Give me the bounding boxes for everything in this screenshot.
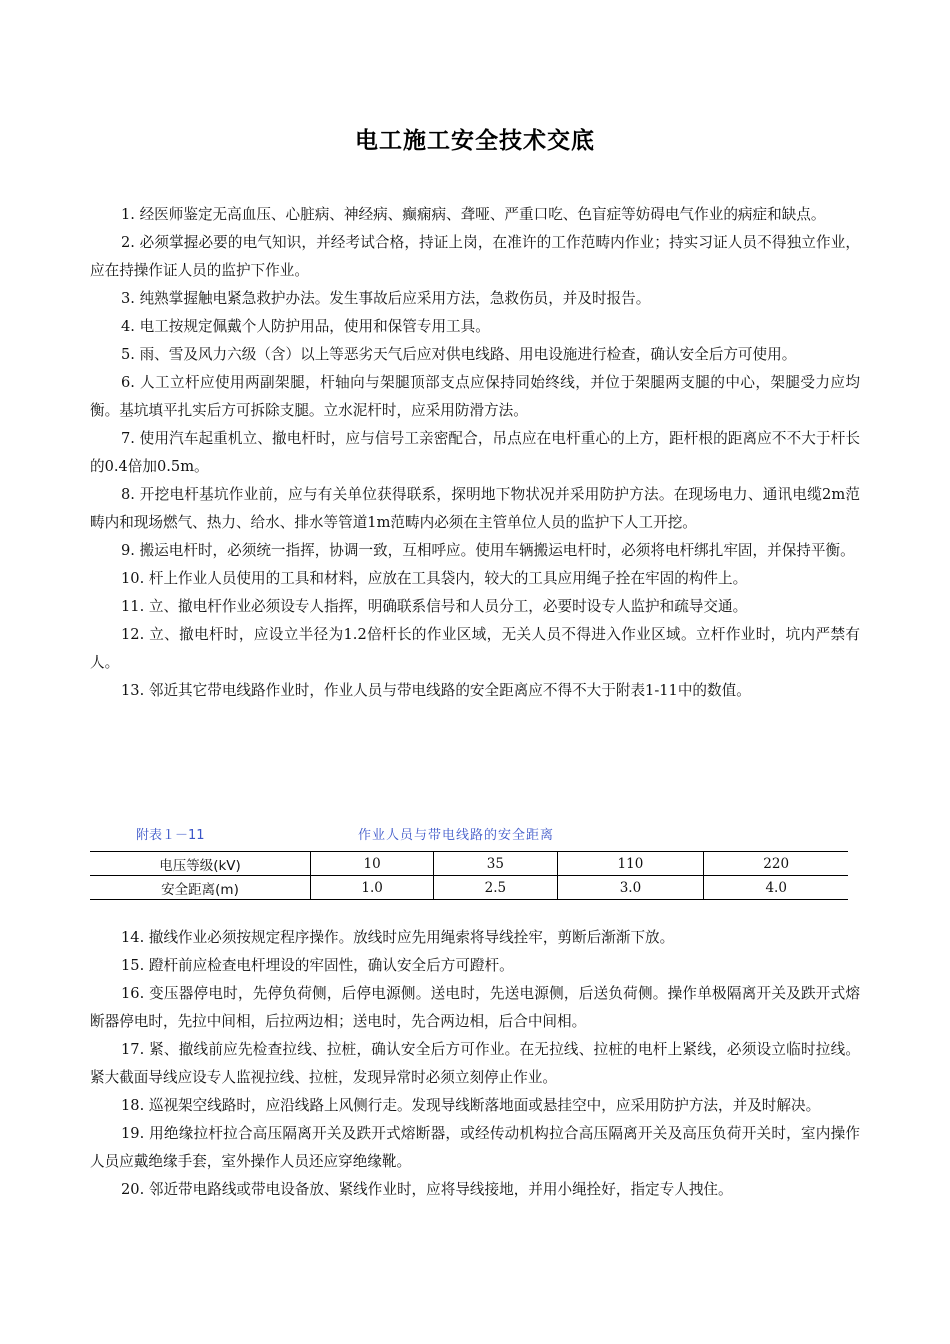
list-item: 6. 人工立杆应使用两副架腿，杆轴向与架腿顶部支点应保持同始终线，并位于架腿两支腿的中心，架腿受力应均衡。基坑填平扎实后方可拆除支腿。立水泥杆时，应采用防滑方法。 — [90, 374, 860, 419]
table-cell: 110 — [557, 852, 704, 876]
page-title: 电工施工安全技术交底 — [355, 128, 595, 154]
table-cell: 2.5 — [434, 876, 557, 900]
list-item: 10. 杆上作业人员使用的工具和材料，应放在工具袋内，较大的工具应用绳子拴在牢固的构件上。 — [121, 570, 748, 587]
row-label: 安全距离(m) — [90, 876, 311, 900]
table-cell: 4.0 — [704, 876, 848, 900]
list-item: 9. 搬运电杆时，必须统一指挥，协调一致，互相呼应。使用车辆搬运电杆时，必须将电杆绑扎牢固，并保持平衡。 — [121, 542, 855, 559]
table-row — [90, 852, 848, 876]
item-list-part2 — [90, 924, 860, 1204]
list-item: 18. 巡视架空线路时，应沿线路上风侧行走。发现导线断落地面或悬挂空中，应采用防护方法，并及时解决。 — [121, 1097, 821, 1114]
table-cell: 35 — [434, 852, 557, 876]
list-item: 15. 蹬杆前应检查电杆埋设的牢固性，确认安全后方可蹬杆。 — [121, 957, 514, 974]
safety-distance-table — [90, 851, 848, 900]
table-cell: 3.0 — [557, 876, 704, 900]
list-item: 2. 必须掌握必要的电气知识，并经考试合格，持证上岗，在准许的工作范畴内作业；持实习证人员不得独立作业，应在持操作证人员的监护下作业。 — [90, 234, 860, 279]
list-item: 5. 雨、雪及风力六级（含）以上等恶劣天气后应对供电线路、用电设施进行检查，确认安全后方可使用。 — [121, 346, 797, 363]
table-row — [90, 876, 848, 900]
list-item: 11. 立、撤电杆作业必须设专人指挥，明确联系信号和人员分工，必要时设专人监护和疏导交通。 — [121, 598, 748, 615]
list-item: 16. 变压器停电时，先停负荷侧，后停电源侧。送电时，先送电源侧，后送负荷侧。操作单极隔离开关及跌开式熔断器停电时，先拉中间相，后拉两边相；送电时，先合两边相，后合中间相。 — [90, 985, 860, 1030]
list-item: 7. 使用汽车起重机立、撤电杆时，应与信号工亲密配合，吊点应在电杆重心的上方，距杆根的距离应不不大于杆长的0.4倍加0.5m。 — [90, 430, 860, 475]
list-item: 17. 紧、撤线前应先检查拉线、拉桩，确认安全后方可作业。在无拉线、拉桩的电杆上紧线，必须设立临时拉线。紧大截面导线应设专人监视拉线、拉桩，发现异常时必须立刻停止作业。 — [90, 1041, 860, 1086]
list-item: 13. 邻近其它带电线路作业时，作业人员与带电线路的安全距离应不得不大于附表1-11中的数值。 — [121, 682, 751, 699]
list-item: 19. 用绝缘拉杆拉合高压隔离开关及跌开式熔断器，或经传动机构拉合高压隔离开关及高压负荷开关时，室内操作人员应戴绝缘手套，室外操作人员还应穿绝缘靴。 — [90, 1125, 860, 1170]
item-list-part1 — [90, 201, 860, 705]
list-item: 3. 纯熟掌握触电紧急救护办法。发生事故后应采用方法，急救伤员，并及时报告。 — [121, 290, 651, 307]
table-caption — [90, 822, 850, 844]
table-cell: 10 — [311, 852, 434, 876]
table-title: 作业人员与带电线路的安全距离 — [358, 828, 555, 843]
row-label: 电压等级(kV) — [90, 852, 311, 876]
list-item: 4. 电工按规定佩戴个人防护用品，使用和保管专用工具。 — [121, 318, 490, 335]
table-cell: 1.0 — [311, 876, 434, 900]
list-item: 14. 撤线作业必须按规定程序操作。放线时应先用绳索将导线拴牢，剪断后渐渐下放。 — [121, 929, 675, 946]
list-item: 20. 邻近带电路线或带电设备放、紧线作业时，应将导线接地，并用小绳拴好，指定专人拽住。 — [121, 1181, 733, 1198]
table-number: 附表１－11 — [136, 828, 205, 843]
list-item: 12. 立、撤电杆时，应设立半径为1.2倍杆长的作业区域，无关人员不得进入作业区域。立杆作业时，坑内严禁有人。 — [90, 626, 860, 671]
table-cell: 220 — [704, 852, 848, 876]
list-item: 8. 开挖电杆基坑作业前，应与有关单位获得联系，探明地下物状况并采用防护方法。在现场电力、通讯电缆2m范畴内和现场燃气、热力、给水、排水等管道1m范畴内必须在主管单位人员的监护下人工开挖。 — [90, 486, 860, 531]
list-item: 1. 经医师鉴定无高血压、心脏病、神经病、癫痫病、聋哑、严重口吃、色盲症等妨碍电气作业的病症和缺点。 — [121, 206, 826, 223]
